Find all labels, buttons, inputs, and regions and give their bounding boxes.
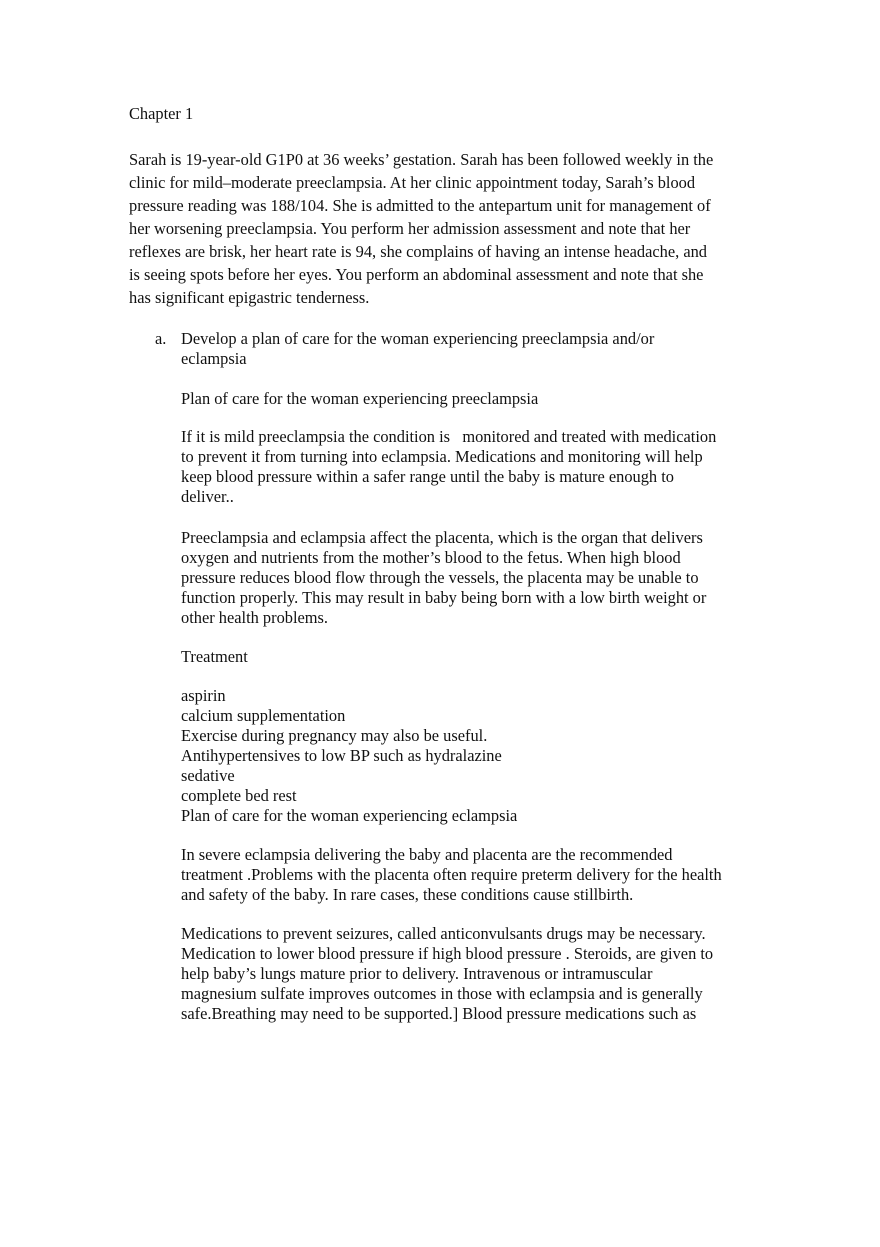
text-line: safe.Breathing may need to be supported.] Blood pressure medications such as — [181, 1004, 697, 1023]
case-paragraph — [129, 148, 713, 309]
text-line: other health problems. — [181, 608, 329, 627]
text-line: pressure reading was 188/104. She is admitted to the antepartum unit for management of — [129, 196, 711, 215]
list-item: Antihypertensives to low BP such as hydralazine — [181, 746, 502, 765]
text-line: Sarah is 19-year-old G1P0 at 36 weeks’ gestation. Sarah has been followed weekly in the — [129, 150, 714, 169]
list-marker: a. — [155, 329, 167, 348]
list-item: Exercise during pregnancy may also be useful. — [181, 726, 488, 745]
question-text — [181, 329, 654, 369]
text-line: treatment .Problems with the placenta often require preterm delivery for the health — [181, 865, 722, 884]
text-line: clinic for mild–moderate preeclampsia. At her clinic appointment today, Sarah’s blood — [129, 173, 696, 192]
list-item: sedative — [181, 766, 235, 785]
list-item: calcium supplementation — [181, 706, 346, 725]
text-line: In severe eclampsia delivering the baby and placenta are the recommended — [181, 845, 673, 864]
text-line: is seeing spots before her eyes. You perform an abdominal assessment and note that she — [129, 265, 704, 284]
text-line: pressure reduces blood flow through the vessels, the placenta may be unable to — [181, 568, 699, 587]
list-item: aspirin — [181, 686, 226, 705]
list-item: complete bed rest — [181, 786, 297, 805]
medications-paragraph — [181, 924, 713, 1024]
text-line: help baby’s lungs mature prior to delivery. Intravenous or intramuscular — [181, 964, 653, 983]
severe-paragraph — [181, 845, 722, 905]
treatment-heading — [181, 647, 248, 667]
text-line: eclampsia — [181, 349, 247, 368]
text-line: keep blood pressure within a safer range until the baby is mature enough to — [181, 467, 674, 486]
chapter-title-text: Chapter 1 — [129, 104, 194, 123]
placenta-paragraph — [181, 528, 706, 628]
heading-text: Plan of care for the woman experiencing preeclampsia — [181, 389, 539, 408]
text-line: oxygen and nutrients from the mother’s blood to the fetus. When high blood — [181, 548, 681, 567]
question-marker — [155, 329, 166, 349]
text-line: deliver.. — [181, 487, 234, 506]
treatment-list — [181, 686, 517, 826]
text-line: Medication to lower blood pressure if high blood pressure . Steroids, are given to — [181, 944, 714, 963]
text-line: function properly. This may result in baby being born with a low birth weight or — [181, 588, 707, 607]
text-line: Preeclampsia and eclampsia affect the placenta, which is the organ that delivers — [181, 528, 703, 547]
text-line: reflexes are brisk, her heart rate is 94, she complains of having an intense headache, and — [129, 242, 707, 261]
text-line: Develop a plan of care for the woman experiencing preeclampsia and/or — [181, 329, 655, 348]
mild-paragraph — [181, 427, 716, 507]
text-line: and safety of the baby. In rare cases, these conditions cause stillbirth. — [181, 885, 634, 904]
text-line: to prevent it from turning into eclampsia. Medications and monitoring will help — [181, 447, 703, 466]
text-line: If it is mild preeclampsia the condition is monitored and treated with medication — [181, 427, 717, 446]
chapter-title — [129, 104, 193, 124]
text-line: magnesium sulfate improves outcomes in those with eclampsia and is generally — [181, 984, 703, 1003]
text-line: has significant epigastric tenderness. — [129, 288, 370, 307]
heading-text: Treatment — [181, 647, 248, 666]
preeclampsia-heading — [181, 389, 538, 409]
text-line: Medications to prevent seizures, called anticonvulsants drugs may be necessary. — [181, 924, 706, 943]
list-item: Plan of care for the woman experiencing eclampsia — [181, 806, 518, 825]
text-line: her worsening preeclampsia. You perform her admission assessment and note that her — [129, 219, 691, 238]
